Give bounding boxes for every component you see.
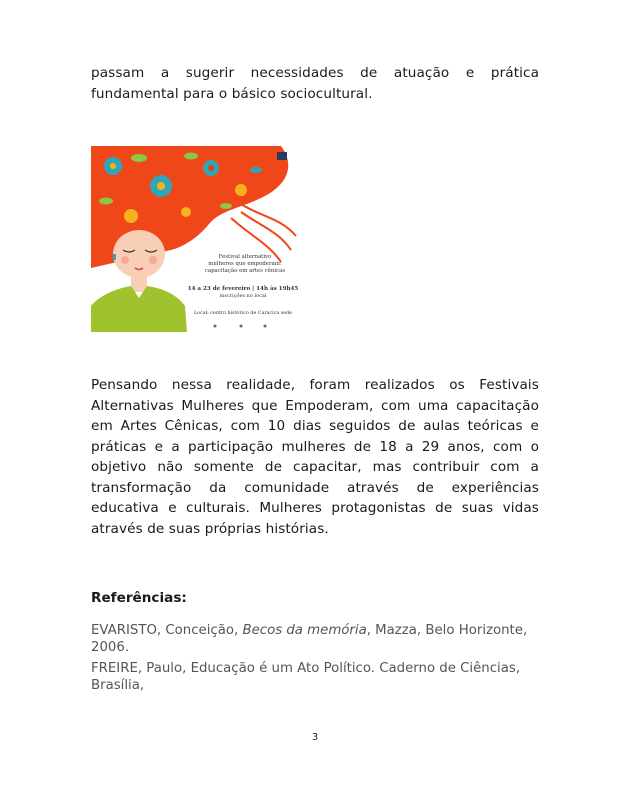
poster-dates: 14 a 23 de fevereiro | 14h às 19h45 bbox=[187, 286, 299, 292]
poster-location: Local: centro histórico de Caracica sede bbox=[194, 311, 292, 316]
reference-item: EVARISTO, Conceição, Becos da memória, Mazza, Belo Horizonte, 2006. bbox=[91, 623, 528, 655]
page-number: 3 bbox=[311, 732, 319, 743]
references-heading: Referências: bbox=[91, 590, 187, 606]
poster-title-line-3: capacitação em artes cênicas bbox=[204, 268, 286, 274]
body-paragraph: Pensando nessa realidade, foram realizados os Festivais Alternativas Mulheres que Empoderam, com uma capacitação em Artes Cênicas, com 10 dias seguidos de aulas teóricas e práticas e a participação mulheres de 18 a 29 anos, com o objetivo não somente de capacitar, mas contribuir com a transformação da comunidade através de experiências educativa e culturais. Mulheres protagonistas de suas vidas através de suas próprias histórias. bbox=[91, 377, 539, 537]
poster-inscriptions: inscrições no local bbox=[219, 293, 267, 299]
poster-title-line-2: mulheres que empoderam: bbox=[208, 261, 282, 267]
reference-item: FREIRE, Paulo, Educação é um Ato Político. Caderno de Ciências, Brasília, bbox=[91, 661, 521, 693]
poster-title-line-1: Festival alternativo bbox=[218, 254, 272, 260]
body-paragraph: passam a sugerir necessidades de atuação e prática fundamental para o básico sociocultural. bbox=[91, 65, 539, 102]
festival-poster-image bbox=[91, 146, 305, 332]
